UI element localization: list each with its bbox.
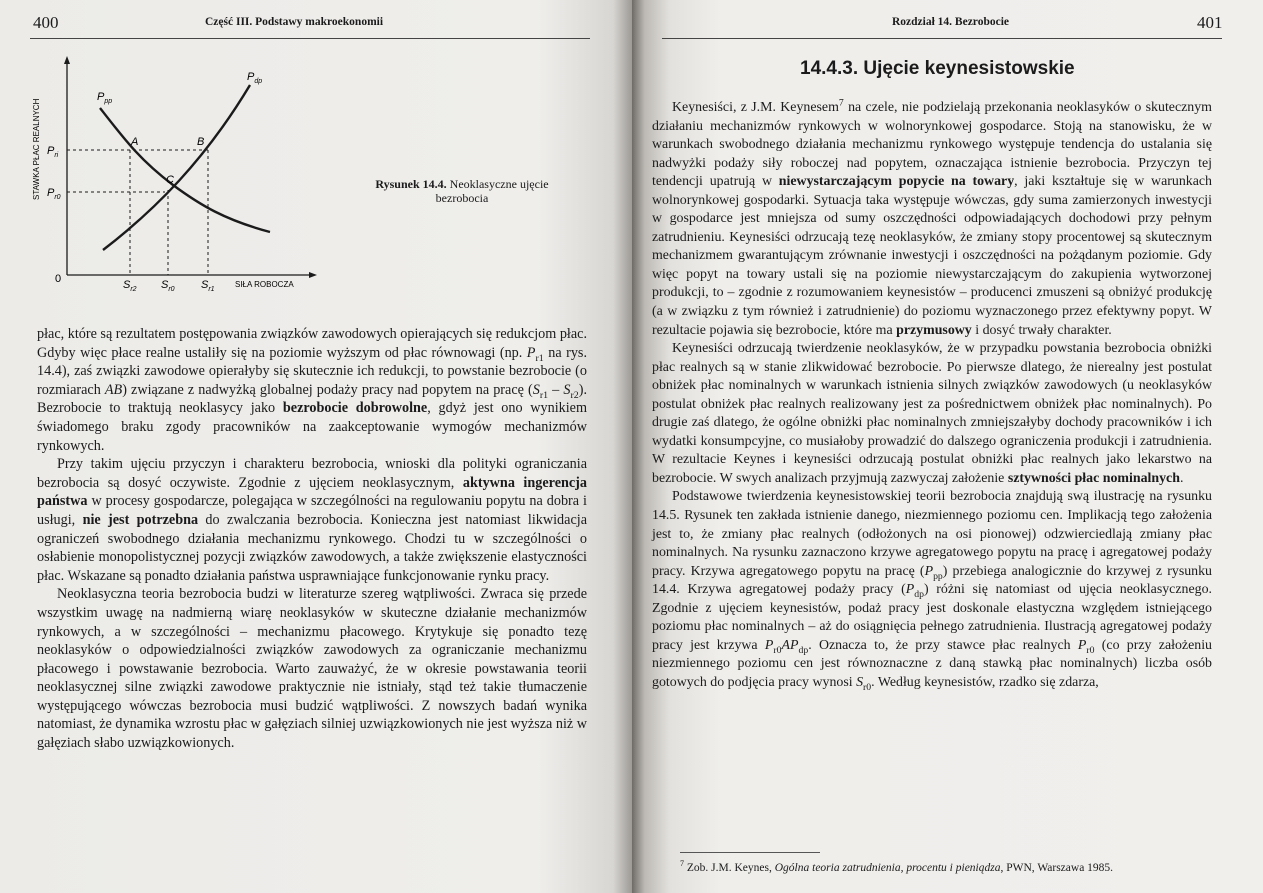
x-tick-s0: $S_{r0}$ [161,279,175,293]
text-run: AB [104,381,123,398]
supply-curve-label: $P_{dp}$ [247,71,263,85]
text-run: r0 [773,644,782,656]
text-run: – [548,381,564,398]
paragraph [37,325,587,455]
y-tick-pr0: $P_{r0}$ [47,187,61,201]
text-run: Keynesiści, z J.M. Keynesem [672,100,839,115]
paragraph [37,455,587,585]
text-run: dp [914,589,924,600]
text-run: , gdyż jest ono wynikiem świadomego braku zgody pracowników na zaakceptowanie wymogów mechanizmów rynkowych. [37,400,588,454]
y-axis-label: STAWKA PŁAC REALNYCH [32,98,41,200]
text-run: ) przebiega analogicznie do krzywej z rysunku 14.4. Krzywa agregatowej podaży pracy ( [652,563,1213,598]
left-running-head: Część III. Podstawy makroekonomii [205,16,384,28]
paragraph [37,585,587,752]
caption-text: Neoklasyczne ujęcie bezrobocia [435,177,549,205]
text-run: pp [933,570,943,582]
left-body-text [37,325,587,753]
text-run: płac, które są rezultatem postępowania związków zawodowych opierających się redukcjom płac. Gdyby więc płace realne ustaliły się na poziomie wyższym od płac równowagi (np. [37,326,587,361]
text-run: na czele, nie podzielają przekonania neoklasyków o skutecznym działaniu mechanizmów rynkowych w wolnorynkowej gospodarce. Stoją na stanowisku, że w warunkach swobodnego działania mechanizmu rynkowego występuje tendencja do ustalania się nadwyżki podaży siły roboczej nad popytem, oznaczająca istnienie bezrobocia. Przyczyn tej tendencji upatrują w [652,100,1212,190]
text-run: P [924,563,934,579]
text-run: Zob. J.M. Keynes, [684,862,775,874]
paragraph [652,340,1212,488]
point-c-label: C [166,174,174,186]
origin-label: 0 [55,273,62,285]
text-run: AP [781,637,799,653]
text-run: i dosyć trwały charakter. [971,322,1112,338]
demand-curve-label: $P_{pp}$ [97,91,113,105]
point-a-label: A [131,136,139,148]
text-run: Przy takim ujęciu przyczyn i charakteru bezrobocia, wnioski dla polityki ograniczania bezrobocia są dosyć oczywiste. Zgodnie z ujęciem neoklasycznym, [37,456,587,491]
text-run: przymusowy [896,322,972,338]
text-run: r0 [1086,644,1095,656]
text-run: aktywna ingerencja państwa [37,474,587,510]
text-run: r0 [863,681,872,693]
text-run: , jaki kształtuje się w warunkach wolnorynkowej gospodarki. Sytuacja taka występuje wówczas, gdy suma zamierzonych inwestycji w gospodarce jest mniejsza od sumy oszczędności odpowiadających dochodowi przy pełnym zatrudnieniu. Keynesiści odrzucają tezę neoklasyków, że zmiany stopy procentowej są skutecznym mechanizmem gwarantującym zrównanie inwestycji i oszczędności na pożądanym poziomie. Gdy więc popyt na towary ustali się na poziomie niewystarczającym do zakupienia wytworzonej produkcji, to – zgodnie z rozumowaniem keynesistów – producenci zmuszeni są obniżyć produkcję (a w związku z tym również i zatrudnienie) do poziomu wyznaczonego przez efektywny popyt. W rezultacie pojawia się bezrobocie, które ma [652,174,1212,338]
text-run: (co przy założeniu niezmiennego poziomu cen jest równoznaczne z daną stawką płac nominalnych) liczba osób gotowych do podjęcia pracy wynosi [652,637,1212,690]
paragraph [652,488,1212,692]
text-run: S [563,381,571,398]
text-run: Ogólna teoria zatrudnienia, procentu i pieniądza [774,862,1001,874]
text-run: P [764,637,774,653]
right-body-text [652,99,1212,693]
text-run: , PWN, Warszawa 1985. [1000,862,1114,874]
right-header-rule [662,38,1222,39]
text-run: P [526,344,536,361]
caption-label: Rysunek 14.4. [375,177,447,191]
x-tick-s2: $S_{r2}$ [123,279,137,293]
section-title: 14.4.3. Ujęcie keynesistowskie [800,58,1075,79]
text-run: do zwalczania bezrobocia. Konieczna jest natomiast likwidacja ograniczeń swobodnego działania mechanizmu rynkowego. Chodzi tu w szczególności o osłabienie monopolistycznej pozycji związków zawodowych, a także zwiększenie elastyczności płac. Wskazane są ponadto działania państwa usprawniające funkcjonowanie rynku pracy. [37,511,587,584]
text-run: r2 [570,389,579,401]
text-run: 7 [680,859,685,869]
text-run: ) związane z nadwyżką globalnej podaży pracy nad popytem na pracę ( [122,381,533,398]
text-run: Podstawowe twierdzenia keynesistowskiej teorii bezrobocia znajdują swą ilustrację na rysunku 14.5. Rysunek ten zakłada istnienie danego, niezmiennego poziomu cen. Implikacją tego założenia jest to, że zmiany płac realnych (odłożonych na osi pionowej) odzwierciedlają zmiany płac nominalnych. Na rysunku zaznaczono krzywe agregatowego popytu na pracę i agregatowej podaży pracy. Krzywa agregatowego popytu na pracę ( [652,489,1212,579]
right-page-number: 401 [1197,13,1223,32]
text-run: r1 [539,389,549,401]
text-run: nie jest potrzebna [82,511,199,528]
point-b-label: B [197,136,205,148]
x-tick-s1: $S_{r1}$ [201,279,215,293]
text-run: . Oznacza to, że przy stawce płac realnych [808,637,1078,653]
supply-curve [103,85,250,250]
text-run: Neoklasyczna teoria bezrobocia budzi w literaturze szereg wątpliwości. Zwraca się przede wszystkim uwagę na nadmierną wiarę neoklasyków w skuteczne działanie mechanizmów rynkowych, a w szczególności – mechanizmu płacowego. Krytykuje się ponadto tezę neoklasyków o odpowiedzialności związków zawodowych za ograniczanie mechanizmu płacowego i powstawanie bezrobocia. Warto zauważyć, że w okresie powstawania teorii neoklasycznej silne związki zawodowe praktycznie nie istniały, stąd też takie tłumaczenie występującego wówczas bezrobocia musi budzić wątpliwości. Z nowszych badań wynika natomiast, że dynamika wzrostu płac w gałęziach silniej uzwiązkowionych nie jest wyższa niż w gałęziach słabo uzwiązkowionych. [37,586,587,752]
text-run: bezrobocie dobrowolne [282,400,428,417]
text-run: . Według keynesistów, rzadko się zdarza, [871,674,1099,690]
text-run: . [1179,470,1184,486]
y-axis-arrow [64,56,70,64]
text-run: r1 [535,352,544,364]
paragraph [652,99,1212,340]
figure-caption [352,177,572,205]
text-run: niewystarczającym popycie na towary [778,174,1015,190]
text-run: sztywności płac nominalnych [1007,470,1180,486]
right-running-head: Rozdział 14. Bezrobocie [892,16,1009,28]
left-page-number: 400 [33,13,59,32]
figure-14-4 [25,50,325,295]
text-run: P [905,582,915,598]
text-run: na rys. 14.4), zaś związki zawodowe opierałyby się skutecznie ich redukcji, to powstanie bezrobocie (o rozmiarach [37,344,587,398]
text-run: P [1077,637,1087,653]
text-run: w procesy gospodarcze, polegająca w szczególności na regulowaniu popytu na dobra i usługi, [37,493,587,528]
text-run: 7 [838,97,844,109]
text-run: S [532,381,540,398]
x-axis-arrow [309,272,317,278]
demand-curve [100,108,270,232]
text-run: dp [798,644,809,656]
text-run: ) różni się natomiast od ujęcia neoklasycznego. Zgodnie z ujęciem keynesistów, podaż pracy jest doskonale elastyczna względem istniejącego poziomu płac nominalnych – aż do osiągnięcia pełnego zatrudnienia. Ilustracją agregatowej podaży pracy jest krzywa [652,582,1212,653]
x-axis-label: SIŁA ROBOCZA [235,280,294,289]
text-run: ). Bezrobocie to traktują neoklasycy jako [37,381,588,417]
text-run: Keynesiści odrzucają twierdzenie neoklasyków, że w przypadku powstania bezrobocia obniżki płac realnych są w stanie zlikwidować bezrobocie. Po pierwsze dlatego, że nierealny jest postulat obniżek płac nominalnych w warunkach istnienia silnych związków zawodowych (u neoklasyków postulat obniżek płac realnych realizowany jest za pośrednictwem obniżek płac nominalnych). Po drugie zaś dlatego, że ogólne obniżki płac nominalnych zmniejszałyby dochody pracowników i ich wydatki konsumpcyjne, co musiałoby prowadzić do dalszego ograniczenia produkcji i zatrudnienia. W rezultacie Keynes i keynesiści odrzucają postulat obniżki płac realnych jako lekarstwo na bezrobocie. W swych analizach przyjmują zazwyczaj założenie [652,341,1212,486]
left-header-rule [30,38,590,39]
y-tick-pr1: $P_{ri}$ [47,145,59,159]
footnote-rule [680,852,820,853]
text-run: S [856,674,864,690]
footnote [680,859,1114,874]
